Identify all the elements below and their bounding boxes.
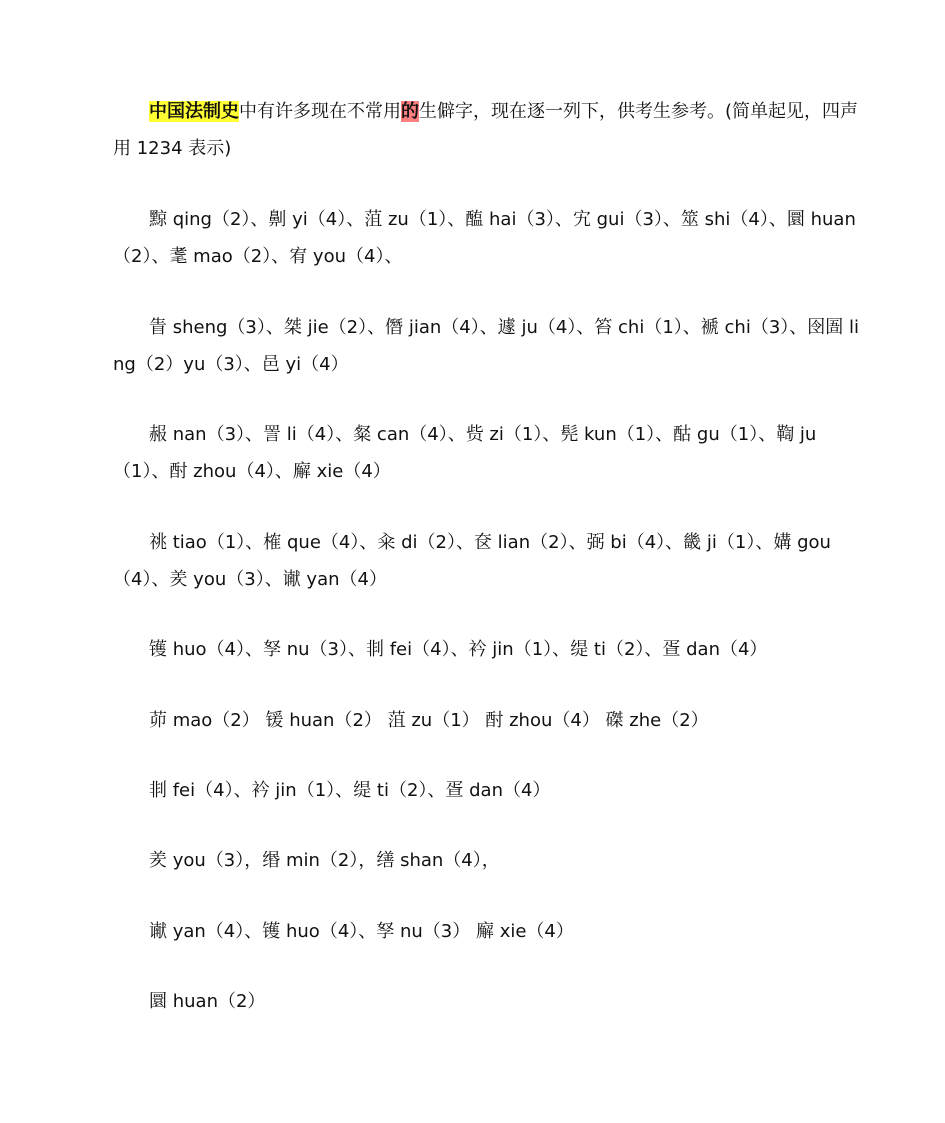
char-list-paragraph: 赧 nan（3）、詈 li（4）、粲 can（4）、赀 zi（1）、髡 kun（1）、酤 gu（1）、鞫 ju（1）、酎 zhou（4）、廨 xie（4）: [113, 424, 817, 482]
highlighted-char: 的: [401, 101, 419, 122]
highlighted-term: 中国法制史: [149, 101, 239, 122]
char-list-paragraph: 眚 sheng（3）、桀 jie（2）、僭 jian（4）、遽 ju（4）、笞 chi（1）、褫 chi（3）、囹圄 ling（2）yu（3）、邑 yi（4）: [113, 317, 859, 375]
char-list-paragraph: 羑 you（3），缗 min（2），缮 shan（4），: [149, 850, 500, 871]
char-list-paragraph: 祧 tiao（1）、榷 que（4）、籴 di（2）、奁 lian（2）、弼 bi（4）、畿 ji（1）、媾 gou（4）、羑 you（3）、谳 yan（4）: [113, 532, 831, 590]
intro-text-a: 中有许多现在不常用: [239, 101, 401, 122]
char-list-paragraph: 谳 yan（4）、镬 huo（4）、孥 nu（3） 廨 xie（4）: [149, 921, 574, 942]
char-list-paragraph: 镬 huo（4）、孥 nu（3）、剕 fei（4）、衿 jin（1）、缇 ti（2）、疍 dan（4）: [149, 639, 768, 660]
char-list-paragraph: 剕 fei（4）、衿 jin（1）、缇 ti（2）、疍 dan（4）: [149, 780, 551, 801]
intro-text-b: 生僻字，现在逐一列下，供考生参考。(简单起见，四声用 1234 表示): [113, 101, 859, 159]
char-list-paragraph: 圜 huan（2）: [149, 991, 266, 1012]
char-list-paragraph: 茆 mao（2） 锾 huan（2） 菹 zu（1） 酎 zhou（4） 磔 zhe（2）: [149, 710, 709, 731]
char-list-paragraph: 黥 qing（2）、劓 yi（4）、菹 zu（1）、醢 hai（3）、宄 gui（3）、筮 shi（4）、圜 huan（2）、耄 mao（2）、宥 you（4）、: [113, 209, 856, 267]
intro-paragraph: [113, 93, 863, 167]
